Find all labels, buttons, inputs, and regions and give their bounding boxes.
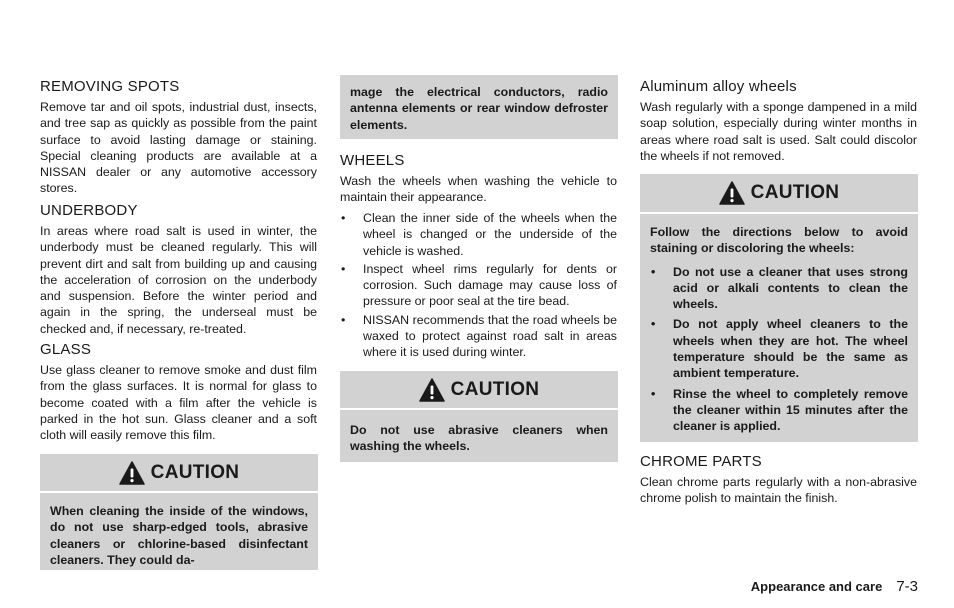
list-item: • Do not apply wheel cleaners to the wheels when they are hot. The wheel temperature should be the same as ambient temperature. xyxy=(651,317,908,381)
caution-bullet-list xyxy=(650,264,908,435)
underbody-text: In areas where road salt is used in winter, the underbody must be cleaned regularly. This will prevent dirt and salt from building up and causing the acceleration of corrosion on the underbody and suspension. Before the winter period and again in the spring, the underseal must be checked and, if necessary, re-treated. xyxy=(40,224,317,336)
wheels-bullet-list xyxy=(340,210,617,363)
page-footer xyxy=(751,578,918,595)
caution-label: CAUTION xyxy=(750,182,840,203)
page-number: 7-3 xyxy=(896,578,918,595)
glass-heading: GLASS xyxy=(40,341,92,358)
chrome-parts-text: Clean chrome parts regularly with a non-abrasive chrome polish to maintain the finish. xyxy=(640,475,917,506)
caution-text-middle: Do not use abrasive cleaners when washing the wheels. xyxy=(340,410,618,462)
caution-header-middle xyxy=(340,371,618,410)
warning-triangle-icon xyxy=(719,181,745,205)
wheels-heading: WHEELS xyxy=(340,152,405,169)
caution-header-left xyxy=(40,454,318,493)
list-item: • NISSAN recommends that the road wheels be waxed to protect against road salt in areas where it is used during winter. xyxy=(341,312,617,360)
warning-triangle-icon xyxy=(119,461,145,485)
removing-spots-heading: REMOVING SPOTS xyxy=(40,78,180,95)
chrome-parts-heading: CHROME PARTS xyxy=(640,453,762,470)
caution-label: CAUTION xyxy=(450,378,540,400)
footer-section-title: Appearance and care xyxy=(750,579,883,594)
glass-text: Use glass cleaner to remove smoke and dust film from the glass surfaces. It is normal for glass to become coated with a film after the vehicle is parked in the hot sun. Glass cleaner and a soft cloth will easily remove this film. xyxy=(40,363,317,443)
caution-text-left: When cleaning the inside of the windows, do not use sharp-edged tools, abrasive cleaners or chlorine-based disinfectant cleaners. They could da- xyxy=(40,493,318,570)
list-item: • Rinse the wheel to completely remove the cleaner within 15 minutes after the cleaner is applied. xyxy=(651,386,908,434)
aluminum-wheels-text: Wash regularly with a sponge dampened in a mild soap solution, especially during winter months in areas where road salt is used. Salt could discolor the wheels if not removed. xyxy=(640,100,917,163)
caution-body-right xyxy=(640,214,918,442)
list-item: • Inspect wheel rims regularly for dents or corrosion. Such damage may cause loss of pressure or poor seal at the tire bead. xyxy=(341,261,617,309)
aluminum-wheels-heading: Aluminum alloy wheels xyxy=(640,78,797,95)
wheels-intro: Wash the wheels when washing the vehicle to maintain their appearance. xyxy=(340,174,617,205)
list-item: • Clean the inner side of the wheels when the wheel is changed or the underside of the vehicle is washed. xyxy=(341,211,617,258)
list-item: • Do not use a cleaner that uses strong acid or alkali contents to clean the wheels. xyxy=(651,264,908,312)
removing-spots-text: Remove tar and oil spots, industrial dust, insects, and tree sap as quickly as possible from the paint surface to avoid lasting damage or staining. Special cleaning products are available at a NISSAN dealer or any automotive accessory stores. xyxy=(40,100,317,196)
underbody-heading: UNDERBODY xyxy=(40,202,138,219)
caution-intro-right: Follow the directions below to avoid staining or discoloring the wheels: xyxy=(650,225,908,256)
caution-continued-text: mage the electrical conductors, radio antenna elements or rear window defroster elements. xyxy=(340,75,618,139)
caution-header-right xyxy=(640,174,918,214)
caution-label: CAUTION xyxy=(150,461,240,483)
warning-triangle-icon xyxy=(419,378,445,402)
